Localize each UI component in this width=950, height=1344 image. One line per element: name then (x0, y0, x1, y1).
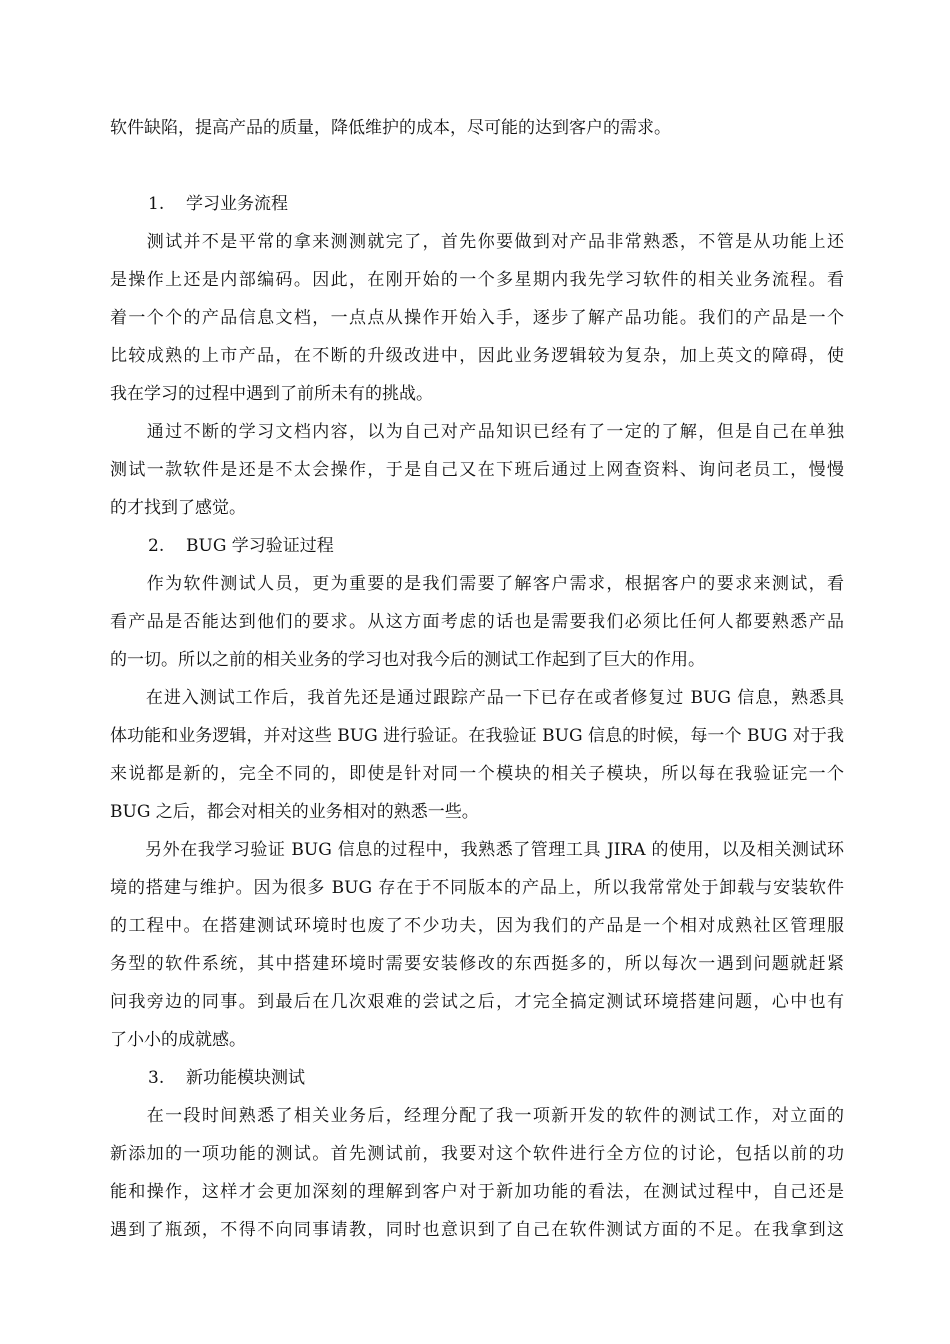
paragraph-line: 的工程中。在搭建测试环境时也废了不少功夫，因为我们的产品是一个相对成熟社区管理服 (110, 916, 844, 936)
paragraph-line: 问我旁边的同事。到最后在几次艰难的尝试之后，才完全搞定测试环境搭建问题，心中也有 (110, 992, 844, 1012)
paragraph-line: 看产品是否能达到他们的要求。从这方面考虑的话也是需要我们必须比任何人都要熟悉产品 (110, 612, 844, 632)
paragraph-line: 测试并不是平常的拿来测测就完了，首先你要做到对产品非常熟悉，不管是从功能上还 (110, 232, 844, 252)
paragraph-line: 境的搭建与维护。因为很多 BUG 存在于不同版本的产品上，所以我常常处于卸载与安装软件 (110, 878, 844, 898)
paragraph-line: 比较成熟的上市产品，在不断的升级改进中，因此业务逻辑较为复杂，加上英文的障碍，使 (110, 346, 844, 366)
paragraph-line: 的一切。所以之前的相关业务的学习也对我今后的测试工作起到了巨大的作用。 (110, 650, 705, 670)
section-2-number: 2. (148, 536, 165, 556)
paragraph-line: 来说都是新的，完全不同的，即使是针对同一个模块的相关子模块，所以每在我验证完一个 (110, 764, 844, 784)
paragraph-line: 作为软件测试人员，更为重要的是我们需要了解客户需求，根据客户的要求来测试，看 (110, 574, 844, 594)
section-2-heading (148, 536, 334, 556)
paragraph-line: 体功能和业务逻辑，并对这些 BUG 进行验证。在我验证 BUG 信息的时候，每一个 BUG 对于我 (110, 726, 844, 746)
section-1-title: 学习业务流程 (186, 194, 288, 214)
section-3-heading (148, 1068, 305, 1088)
paragraph-line: 是操作上还是内部编码。因此，在刚开始的一个多星期内我先学习软件的相关业务流程。看 (110, 270, 844, 290)
paragraph-line: 测试一款软件是还是不太会操作，于是自己又在下班后通过上网查资料、询问老员工，慢慢 (110, 460, 844, 480)
section-2-title: BUG 学习验证过程 (186, 536, 334, 556)
paragraph-line: 务型的软件系统，其中搭建环境时需要安装修改的东西挺多的，所以每次一遇到问题就赶紧 (110, 954, 844, 974)
paragraph-line: 着一个个的产品信息文档，一点点从操作开始入手，逐步了解产品功能。我们的产品是一个 (110, 308, 844, 328)
section-3-number: 3. (148, 1068, 165, 1088)
paragraph-line: BUG 之后，都会对相关的业务相对的熟悉一些。 (110, 802, 479, 822)
intro-tail-line: 软件缺陷，提高产品的质量，降低维护的成本，尽可能的达到客户的需求。 (110, 118, 671, 138)
paragraph-line: 的才找到了感觉。 (110, 498, 246, 518)
section-1-heading (148, 194, 288, 214)
paragraph-line: 在进入测试工作后，我首先还是通过跟踪产品一下已存在或者修复过 BUG 信息，熟悉具 (110, 688, 844, 708)
paragraph-line: 通过不断的学习文档内容，以为自己对产品知识已经有了一定的了解，但是自己在单独 (110, 422, 844, 442)
paragraph-line: 遇到了瓶颈，不得不向同事请教，同时也意识到了自己在软件测试方面的不足。在我拿到这 (110, 1220, 844, 1240)
paragraph-line: 了小小的成就感。 (110, 1030, 246, 1050)
paragraph-line: 能和操作，这样才会更加深刻的理解到客户对于新加功能的看法，在测试过程中，自己还是 (110, 1182, 844, 1202)
paragraph-line: 我在学习的过程中遇到了前所未有的挑战。 (110, 384, 433, 404)
paragraph-line: 另外在我学习验证 BUG 信息的过程中，我熟悉了管理工具 JIRA 的使用，以及相关测试环 (110, 840, 844, 860)
paragraph-line: 新添加的一项功能的测试。首先测试前，我要对这个软件进行全方位的讨论，包括以前的功 (110, 1144, 844, 1164)
section-3-title: 新功能模块测试 (186, 1068, 305, 1088)
section-1-number: 1. (148, 194, 165, 214)
paragraph-line: 在一段时间熟悉了相关业务后，经理分配了我一项新开发的软件的测试工作，对立面的 (110, 1106, 844, 1126)
